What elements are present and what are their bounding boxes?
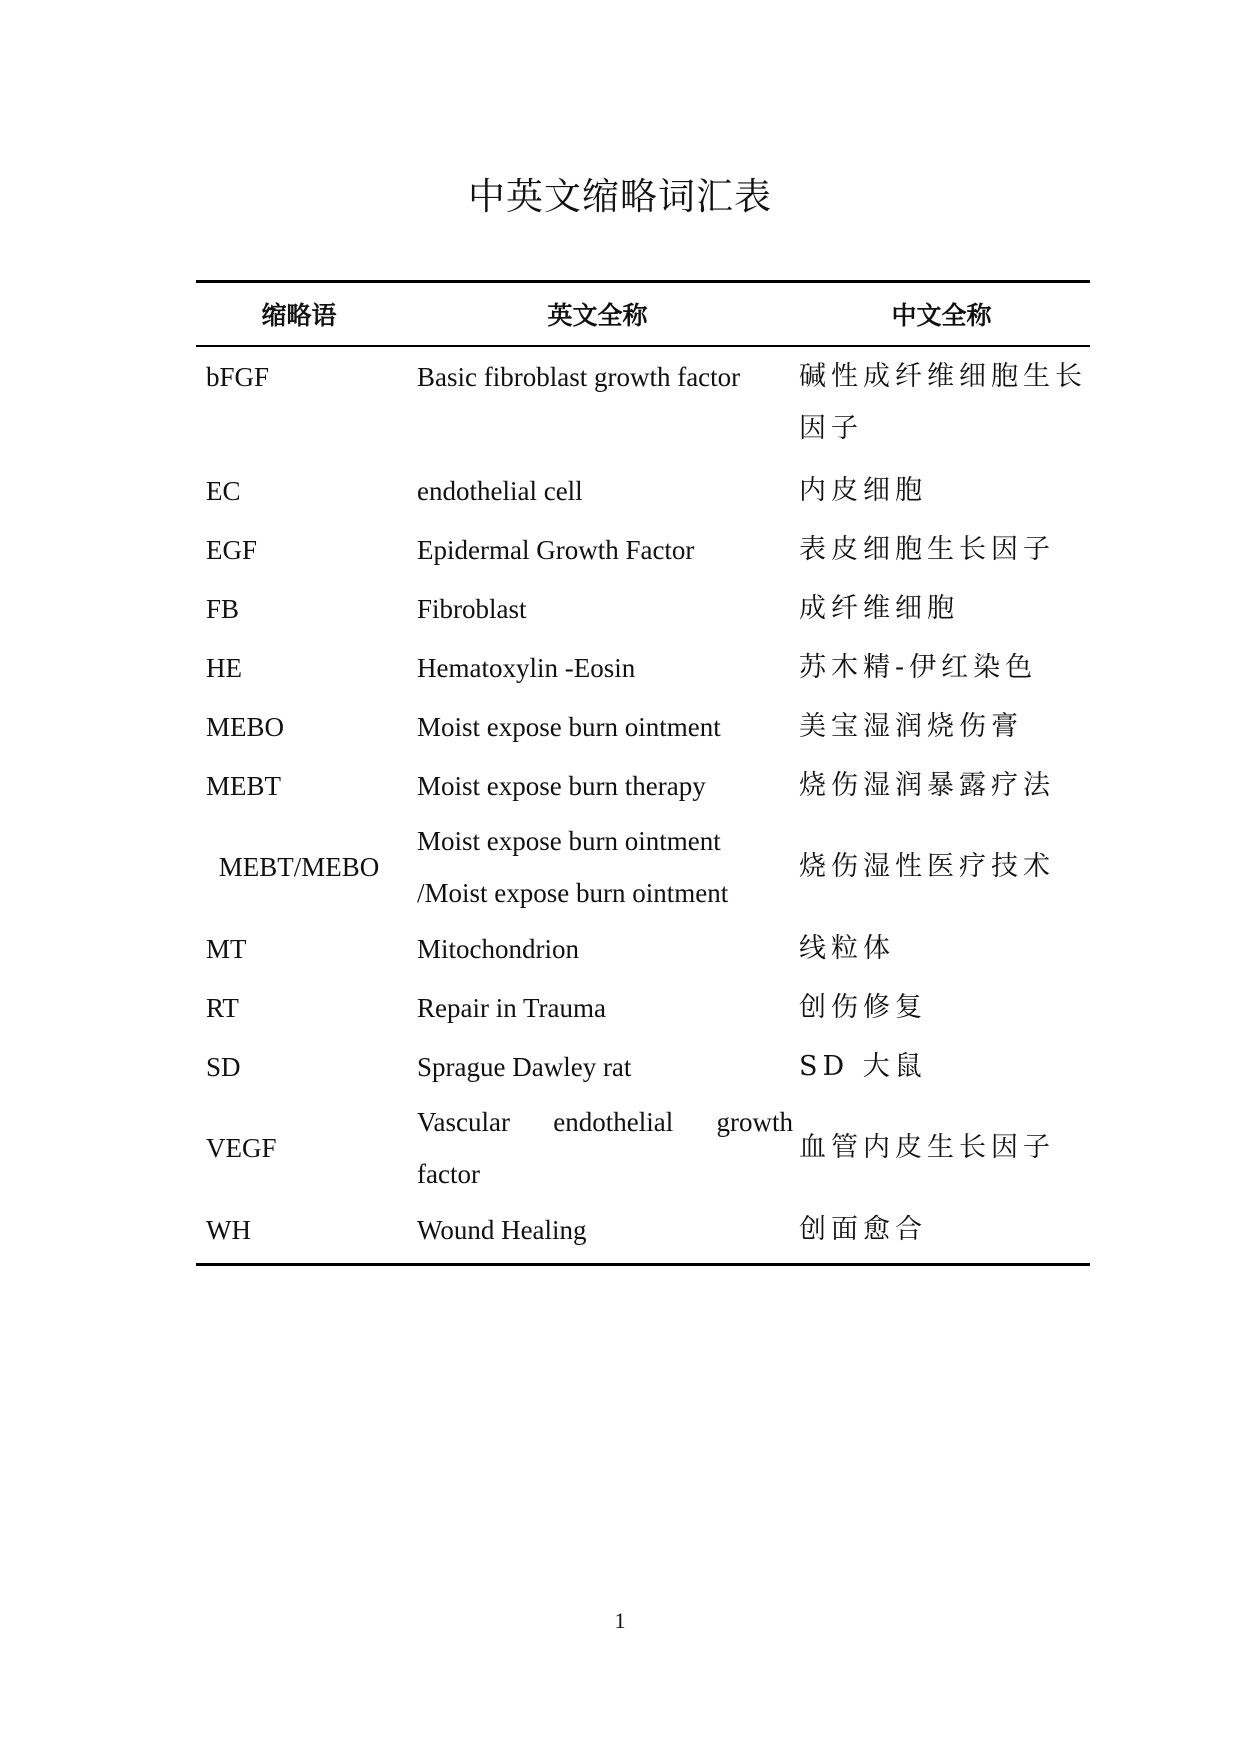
english-cell-line: Moist expose burn ointment xyxy=(417,826,721,856)
english-cell: Hematoxylin -Eosin xyxy=(417,652,636,683)
chinese-cell: SD 大鼠 xyxy=(799,1050,927,1082)
table-row xyxy=(196,815,1090,919)
page-title: 中英文缩略词汇表 xyxy=(468,175,772,218)
english-cell: Sprague Dawley rat xyxy=(417,1051,632,1082)
table-row xyxy=(196,1096,1090,1200)
page-number: 1 xyxy=(614,1608,626,1633)
chinese-cell: 成纤维细胞 xyxy=(799,592,959,624)
abbr-cell: MEBO xyxy=(206,711,285,742)
abbr-cell: MT xyxy=(206,933,247,964)
english-cell: Wound Healing xyxy=(417,1214,587,1245)
chinese-cell: 表皮细胞生长因子 xyxy=(799,533,1055,565)
english-cell: Basic fibroblast growth factor xyxy=(417,362,741,392)
english-cell: Mitochondrion xyxy=(417,933,579,964)
abbr-cell: SD xyxy=(206,1051,241,1082)
english-cell xyxy=(402,1096,793,1200)
abbr-cell: EGF xyxy=(206,534,258,565)
chinese-cell: 烧伤湿性医疗技术 xyxy=(799,851,1055,882)
header-english-full-name: 英文全称 xyxy=(402,282,793,347)
chinese-cell: 血管内皮生长因子 xyxy=(799,1132,1055,1163)
abbr-cell: EC xyxy=(206,475,241,506)
chinese-cell: 美宝湿润烧伤膏 xyxy=(799,710,1023,742)
abbr-cell: MEBT/MEBO xyxy=(218,852,380,882)
table-row xyxy=(196,638,1090,697)
chinese-cell: 内皮细胞 xyxy=(799,474,927,506)
table-row xyxy=(196,919,1090,978)
table-row xyxy=(196,520,1090,579)
chinese-cell: 烧伤湿润暴露疗法 xyxy=(799,769,1055,801)
english-cell: Fibroblast xyxy=(417,593,527,624)
english-cell: Moist expose burn therapy xyxy=(417,770,706,801)
abbreviation-table xyxy=(196,280,1090,1266)
abbr-cell: MEBT xyxy=(206,770,282,801)
table-body xyxy=(196,346,1090,1265)
table-header xyxy=(196,282,1090,347)
header-abbreviation: 缩略语 xyxy=(196,282,402,347)
abbr-cell: FB xyxy=(206,593,240,624)
chinese-cell: 线粒体 xyxy=(799,932,895,964)
table-row xyxy=(196,579,1090,638)
table-row xyxy=(196,346,1090,461)
english-cell-line: factor xyxy=(417,1159,480,1189)
english-cell: Moist expose burn ointment xyxy=(417,711,721,742)
table-row xyxy=(196,1037,1090,1096)
abbr-cell: VEGF xyxy=(206,1133,277,1163)
table-row xyxy=(196,461,1090,520)
english-cell-line: Vascular endothelial growth xyxy=(417,1107,793,1137)
english-cell-line: /Moist expose burn ointment xyxy=(417,878,729,908)
table-row xyxy=(196,1200,1090,1265)
chinese-cell: 创面愈合 xyxy=(799,1213,927,1245)
english-cell: Epidermal Growth Factor xyxy=(417,534,695,565)
chinese-cell: 碱性成纤维细胞生长因子 xyxy=(799,361,1087,444)
english-cell: Repair in Trauma xyxy=(417,992,606,1023)
abbr-cell: RT xyxy=(206,992,239,1023)
table-row xyxy=(196,978,1090,1037)
chinese-cell: 苏木精-伊红染色 xyxy=(799,651,1038,683)
english-cell: endothelial cell xyxy=(417,475,583,506)
table-row xyxy=(196,697,1090,756)
abbr-cell: WH xyxy=(206,1214,251,1245)
chinese-cell: 创伤修复 xyxy=(799,991,927,1023)
header-chinese-full-name: 中文全称 xyxy=(793,282,1090,347)
english-cell xyxy=(402,815,793,919)
table-header-row xyxy=(196,282,1090,347)
abbr-cell: HE xyxy=(206,652,242,683)
table-row xyxy=(196,756,1090,815)
abbr-cell: bFGF xyxy=(206,362,270,392)
